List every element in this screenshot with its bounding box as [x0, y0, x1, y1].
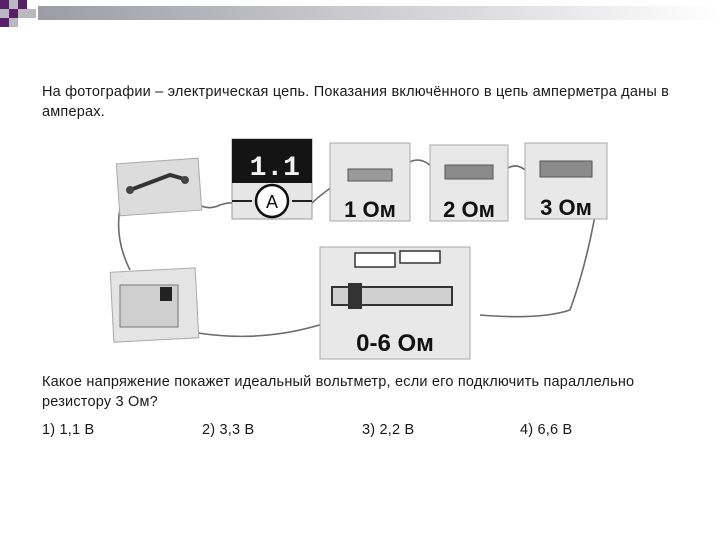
ammeter-reading: 1.1: [249, 153, 300, 184]
resistor-3-block: [525, 143, 607, 220]
resistor-2-label: 2 Ом: [443, 197, 495, 222]
circuit-photo: [100, 135, 620, 363]
answer-option-3: 3) 2,2 В: [362, 422, 415, 438]
checker-squares: [0, 0, 36, 27]
question-text: Какое напряжение покажет идеальный вольтметр, если его подключить параллельно резистору 3 Ом?: [42, 374, 635, 410]
rheostat-block: [320, 247, 470, 359]
switch-block: [116, 158, 201, 216]
answer-option-4: 4) 6,6 В: [520, 422, 573, 438]
battery-block: [110, 268, 199, 342]
question-intro: На фотографии – электрическая цепь. Показания включённого в цепь амперметра даны в амперах.: [42, 84, 670, 120]
ammeter-symbol: A: [265, 192, 279, 212]
resistor-1-label: 1 Ом: [344, 197, 396, 222]
rheostat-label: 0-6 Ом: [356, 330, 434, 357]
answer-option-1: 1) 1,1 В: [42, 422, 95, 438]
resistor-3-label: 3 Ом: [540, 195, 592, 220]
header-decoration: [0, 0, 720, 28]
answer-options: [42, 420, 682, 442]
ammeter-block: [232, 139, 312, 219]
resistor-1-block: [330, 143, 410, 222]
answer-option-2: 2) 3,3 В: [202, 422, 255, 438]
resistor-2-block: [430, 145, 508, 222]
